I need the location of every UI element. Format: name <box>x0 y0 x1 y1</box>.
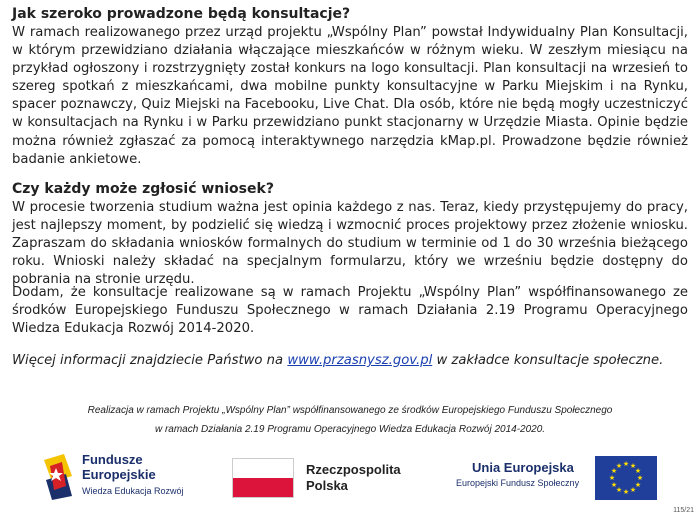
rp-line1: Rzeczpospolita <box>306 462 401 477</box>
svg-text:★: ★ <box>610 481 618 489</box>
svg-text:★: ★ <box>629 486 637 494</box>
info-after: w zakładce konsultacje społeczne. <box>432 353 664 368</box>
svg-text:★: ★ <box>636 474 644 482</box>
fundusze-europejskie-icon <box>42 452 78 502</box>
svg-text:★: ★ <box>615 462 623 470</box>
credit-line-2: w ramach Działania 2.19 Programu Operacyjnego Wiedza Edukacja Rozwój 2014-2020. <box>154 424 546 435</box>
page-number: 115/21 <box>673 507 694 514</box>
section2-heading: Czy każdy może zgłosić wniosek? <box>12 181 274 197</box>
rp-line2: Polska <box>306 478 348 493</box>
info-before: Więcej informacji znajdziecie Państwo na <box>12 353 288 368</box>
fe-line3: Wiedza Edukacja Rozwój <box>82 486 184 496</box>
svg-text:★: ★ <box>610 467 618 475</box>
section2-body2: Dodam, że konsultacje realizowane są w ramach Projektu „Wspólny Plan” współfinansowanego ze środków Europejskiego Funduszu Społecznego w ramach Działania 2.19 Programu Operacyjnego Wiedza Edukacja Rozwój 2014-2020. <box>12 285 688 337</box>
svg-text:★: ★ <box>622 488 630 496</box>
section1-body: W ramach realizowanego przez urząd projektu „Wspólny Plan” powstał Indywidualny Plan Konsultacji, w którym przewidziano działania włączające mieszkańców w różnym wieku. W zeszłym miesiącu na przykład ogłoszony i rozstrzygnięty został konkurs na logo konsultacji. Plan konsultacji na wrzesień to szereg spotkań z mieszkańcami, dwa mobilne punkty konsultacyjne w Parku Miejskim i na Rynku, spacer poznawczy, Quiz Miejski na Facebooku, Live Chat. Dla osób, które nie będą mogły uczestniczyć w konsultacjach na Rynku i w Parku przewidziano punkt stacjonarny w Urzędzie Miasta. Opinie będzie można również zgłaszać za pomocą interaktywnego narzędzia kMap.pl. Prowadzone będzie również badanie ankietowe. <box>12 25 688 167</box>
eu-flag-icon <box>595 456 657 500</box>
poland-flag-icon <box>232 458 294 498</box>
ue-line1: Unia Europejska <box>472 460 574 475</box>
unia-europejska-logo <box>450 456 665 502</box>
rzeczpospolita-polska-logo <box>230 456 400 500</box>
logos-bar <box>0 448 700 508</box>
section2-body: W procesie tworzenia studium ważna jest opinia każdego z nas. Teraz, kiedy przystępujemy do pracy, jest najlepszy moment, by podzielić się wiedzą i wzmocnić proces projektowy przez złożenie wniosku. Zapraszam do składania wniosków formalnych do studium w terminie od 1 do 30 września bieżącego roku. Wnioski należy składać na specjalnym formularzu, który we wrześniu będzie dostępny do pobrania na stronie urzędu. <box>12 200 688 288</box>
svg-text:★: ★ <box>615 486 623 494</box>
website-link[interactable]: www.przasnysz.gov.pl <box>287 353 433 368</box>
credit-line-1: Realizacja w ramach Projektu „Wspólny Plan” współfinansowanego ze środków Europejskiego Funduszu Społecznego <box>87 405 613 416</box>
ue-line2: Europejski Fundusz Społeczny <box>456 478 580 488</box>
section1-heading: Jak szeroko prowadzone będą konsultacje? <box>12 6 351 22</box>
svg-text:★: ★ <box>634 481 642 489</box>
svg-text:★: ★ <box>622 460 630 468</box>
fundusze-europejskie-logo <box>42 452 242 504</box>
svg-text:★: ★ <box>608 474 616 482</box>
fe-line2: Europejskie <box>82 467 156 482</box>
fe-line1: Fundusze <box>82 452 143 467</box>
svg-text:★: ★ <box>629 462 637 470</box>
svg-text:★: ★ <box>634 467 642 475</box>
more-info-text <box>12 352 688 370</box>
